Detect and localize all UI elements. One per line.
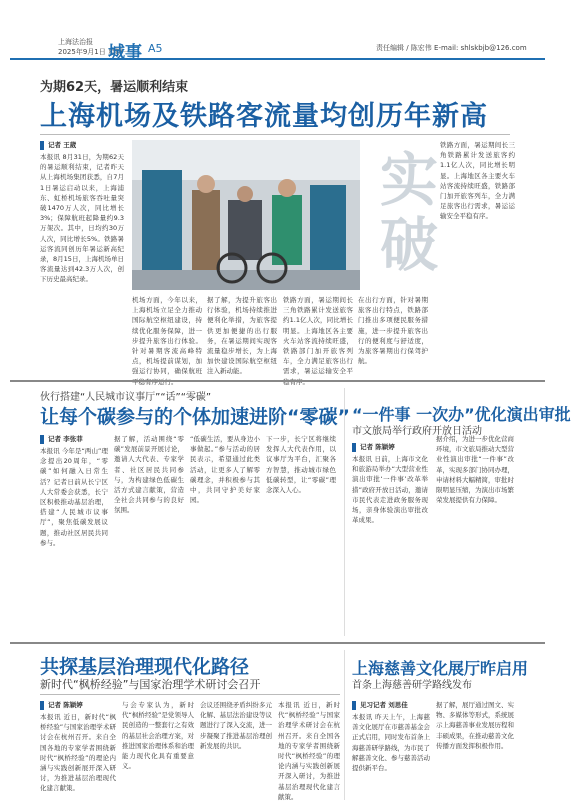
story5-col-1: 本报讯 昨天上午，上海慈善文化展厅在市慈善基金会正式启用，同时发布首条上海慈善研学路线，为市民了解慈善文化、参与慈善活动提供新平台。 xyxy=(352,713,430,773)
lead-col-4: 铁路方面，暑运期间长三角铁路累计发送旅客约1.1亿人次，同比增长明显。上海地区各主要火车站客流持续旺盛，铁路部门加开旅客列车，全力满足旅客出行需求，暑运运输安全平稳有序。 xyxy=(283,296,353,386)
story2-col-1: 本报讯 今年是“两山”理念提出20周年，“零碳”如何融入日常生活？记者日前从长宁区人大常委会获悉，长宁区积极推动基层治理，搭建“人民城市议事厅”，聚焦低碳发展议题，推动社区居民共同参与。 xyxy=(40,447,108,547)
story5-sub: 首条上海慈善研学路线发布 xyxy=(352,680,472,691)
story5-byline: 见习记者 刘思佳 xyxy=(352,700,408,710)
news-photo-image xyxy=(132,140,360,290)
story4-byline: 记者 陈颖婷 xyxy=(40,700,83,710)
lead-headline: 上海机场及铁路客流量均创历年新高 xyxy=(40,101,488,132)
story2-col-2: 据了解，活动围绕“零碳”发展前景开展讨论，邀请人大代表、专家学者、社区居民共同参与，为构建绿色低碳生活方式建言献策，营造全社会共同参与的良好氛围。 xyxy=(114,435,184,515)
story2-kicker: 伙行搭建“人民城市议事厅”“话”“零碳” xyxy=(40,392,212,403)
story4-sub: 新时代“枫桥经验”与国家治理学术研讨会召开 xyxy=(40,678,261,691)
lead-decor-char-2: 破 xyxy=(380,211,439,279)
story3-col-1: 本报讯 日前，上海市文化和旅游局举办“大型营业性演出审批‘一件事’改革举措”政府开放日活动，邀请市民代表走进政务服务现场，亲身体验演出审批改革成果。 xyxy=(352,455,428,525)
story4-headline: 共探基层治理现代化路径 xyxy=(40,656,250,678)
story3-col-2: 据介绍，为进一步优化营商环境，市文旅局推动大型营业性演出审批“一件事”改革，实现多部门协同办理，申请材料大幅精简，审批时限明显压缩，为演出市场繁荣发展提供有力保障。 xyxy=(436,435,514,505)
story3-headline: “一件事 一次办”优化演出审批 xyxy=(352,405,571,424)
section-title: 城事 xyxy=(108,43,142,63)
date-line: 2025年9月1日 星期一 xyxy=(58,48,129,56)
lead-kicker: 为期62天，暑运顺利结束 xyxy=(40,80,189,95)
story4-col-4: 本报讯 近日，新时代“枫桥经验”与国家治理学术研讨会在杭州召开。来自全国各地的专家学者围绕新时代“枫桥经验”的理论内涵与实践创新展开深入研讨，为推进基层治理现代化建言献策。 xyxy=(278,701,340,801)
page-number: A5 xyxy=(148,42,163,55)
story2-col-3: “低碳生活，要从身边小事做起。”参与活动的居民表示，希望通过此类活动，让更多人了解零碳理念，并积极参与其中，共同守护美好家园。 xyxy=(190,435,260,505)
story4-col-3: 会议还围绕矛盾纠纷多元化解、基层法治建设等议题进行了深入交流，进一步凝聚了推进基层治理创新发展的共识。 xyxy=(200,701,272,750)
lead-col-5: 在出行方面，针对暑期旅客出行特点，铁路部门推出多项便民服务措施，进一步提升旅客出行的便利度与舒适度，为旅客暑期出行保驾护航。 xyxy=(358,296,428,366)
lead-col-3: 据了解，为提升旅客出行体验，机场持续推进便利化举措，为旅客提供更加便捷的出行服务，在暑运期间实现客流量稳步增长，为上海加快建设国际航空枢纽注入新动能。 xyxy=(207,296,277,376)
lead-col-2: 机场方面，今年以来，上海机场立足全力推动国际航空枢纽建设，持续优化服务保障，进一步提升旅客出行体验。针对暑期客流高峰特点，机场提前谋划，加强运行协同，确保航班平稳有序运行。 xyxy=(132,296,202,386)
story2-byline: 记者 李张菲 xyxy=(40,434,83,444)
story4-col-1: 本报讯 近日，新时代“枫桥经验”与国家治理学术研讨会在杭州召开。来自全国各地的专家学者围绕新时代“枫桥经验”的理论内涵与实践创新展开深入研讨，为推进基层治理现代化建言献策。 xyxy=(40,713,116,793)
paper-name: 上海法治报 xyxy=(58,38,93,46)
lead-col-1: 本报讯 8月31日，为期62天的暑运顺利结束，记者昨天从上海机场集团获悉，自7月1日暑运启动以来，上海浦东、虹桥机场旅客吞吐量突破1470万人次，同比增长3%；保障航班起降量约9.3万架次。其中，日均约30万人次，同比增长5%。铁路暑运客流同创历年暑运新高纪录，8月15日，上海机场单日客流量达到42.3万人次，创下历史最高纪录。 xyxy=(40,153,124,284)
lead-byline: 记者 王葳 xyxy=(40,140,76,150)
header-rule xyxy=(10,58,545,60)
lead-col-6: 铁路方面，暑运期间长三角铁路累计发送旅客约1.1亿人次，同比增长明显。上海地区各主要火车站客流持续旺盛，铁路部门加开旅客列车，全力满足旅客出行需求，暑运运输安全平稳有序。 xyxy=(440,141,515,221)
story3-sub: 市文旅局举行政府开放日活动 xyxy=(352,426,482,437)
story5-headline: 上海慈善文化展厅昨启用 xyxy=(352,659,529,678)
lead-photo xyxy=(132,140,360,290)
lead-decor-char-1: 实 xyxy=(380,146,439,214)
story2-headline: 让每个碳参与的个体加速进阶“零碳” xyxy=(40,406,350,428)
story4-col-2: 与会专家认为，新时代“枫桥经验”是党领导人民创造的一整套行之有效的基层社会治理方案，对推进国家治理体系和治理能力现代化具有重要意义。 xyxy=(122,701,194,771)
story5-col-2: 据了解，展厅通过图文、实物、多媒体等形式，系统展示上海慈善事业发展历程和丰硕成果，在推动慈善文化传播方面发挥积极作用。 xyxy=(436,701,514,750)
editor-line: 责任编辑 / 陈宏伟 E-mail: shlskbjb@126.com xyxy=(376,44,527,52)
story3-byline: 记者 陈颖婷 xyxy=(352,442,395,452)
story2-col-4: 下一步，长宁区将继续发挥人大代表作用，以议事厅为平台，汇聚各方智慧，推动城市绿色低碳转型，让“零碳”理念深入人心。 xyxy=(266,435,336,495)
